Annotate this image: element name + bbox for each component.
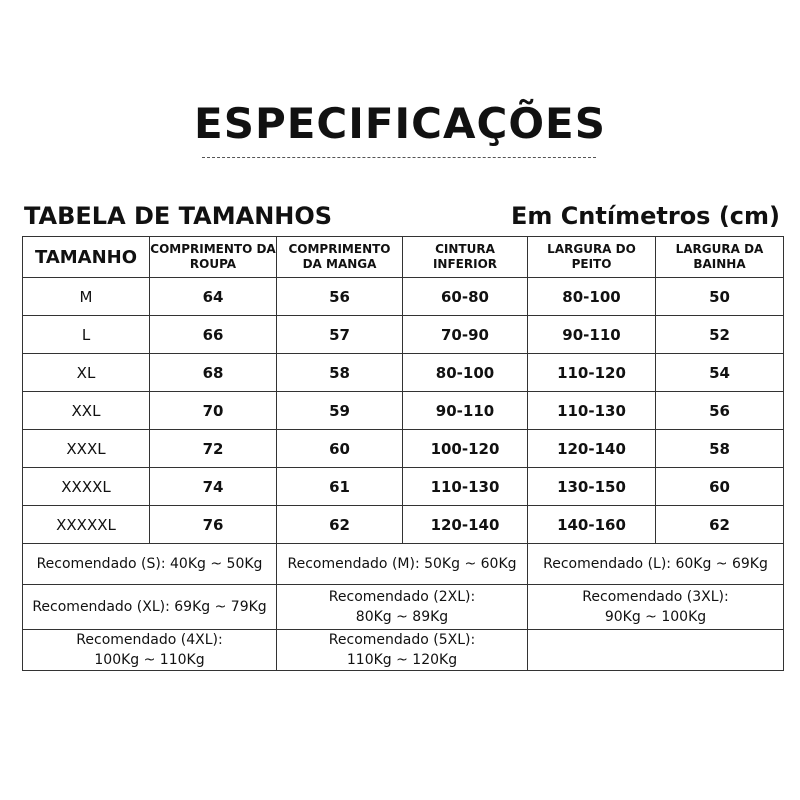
measurement-cell: 72	[150, 430, 277, 468]
recommendation-cell	[528, 585, 784, 630]
measurement-cell: 60	[277, 430, 403, 468]
column-header-size: TAMANHO	[23, 237, 150, 278]
measurement-cell: 74	[150, 468, 277, 506]
measurement-cell: 54	[656, 354, 784, 392]
recommendation-text: Recomendado (3XL): 90Kg ~ 100Kg	[582, 589, 729, 625]
table-row	[23, 506, 784, 544]
recommendation-cell	[277, 585, 528, 630]
size-cell: XXL	[23, 392, 150, 430]
measurement-cell: 66	[150, 316, 277, 354]
measurement-cell: 62	[656, 506, 784, 544]
measurement-cell: 52	[656, 316, 784, 354]
column-header-chest-width: LARGURA DO PEITO	[528, 237, 656, 278]
measurement-cell: 60-80	[403, 278, 528, 316]
measurement-cell: 70-90	[403, 316, 528, 354]
table-heading: TABELA DE TAMANHOS	[24, 202, 333, 230]
measurement-cell: 59	[277, 392, 403, 430]
recommendation-row	[23, 585, 784, 630]
recommendation-cell	[277, 630, 528, 671]
measurement-cell: 110-130	[403, 468, 528, 506]
measurement-cell: 90-110	[403, 392, 528, 430]
measurement-cell: 76	[150, 506, 277, 544]
column-header-sleeve-length: COMPRIMENTO DA MANGA	[277, 237, 403, 278]
table-header-row	[23, 237, 784, 278]
table-row	[23, 278, 784, 316]
measurement-cell: 140-160	[528, 506, 656, 544]
measurement-cell: 64	[150, 278, 277, 316]
recommendation-text: Recomendado (S): 40Kg ~ 50Kg	[36, 556, 263, 572]
size-cell: M	[23, 278, 150, 316]
measurement-cell: 110-130	[528, 392, 656, 430]
measurement-cell: 90-110	[528, 316, 656, 354]
recommendation-cell	[23, 544, 277, 585]
size-table	[22, 236, 784, 671]
recommendation-cell	[23, 585, 277, 630]
table-row	[23, 468, 784, 506]
recommendation-text: Recomendado (M): 50Kg ~ 60Kg	[287, 556, 517, 572]
measurement-cell: 120-140	[528, 430, 656, 468]
measurement-cell: 56	[277, 278, 403, 316]
size-cell: L	[23, 316, 150, 354]
recommendation-text: Recomendado (5XL): 110Kg ~ 120Kg	[328, 632, 476, 668]
recommendation-cell	[277, 544, 528, 585]
column-header-lower-waist: CINTURA INFERIOR	[403, 237, 528, 278]
measurement-cell: 58	[656, 430, 784, 468]
recommendation-row	[23, 544, 784, 585]
size-cell: XXXL	[23, 430, 150, 468]
recommendation-text: Recomendado (4XL): 100Kg ~ 110Kg	[76, 632, 223, 668]
measurement-cell: 57	[277, 316, 403, 354]
size-cell: XL	[23, 354, 150, 392]
recommendation-cell-empty	[528, 630, 784, 671]
column-header-hem-width: LARGURA DA BAINHA	[656, 237, 784, 278]
measurement-cell: 70	[150, 392, 277, 430]
measurement-cell: 120-140	[403, 506, 528, 544]
recommendation-text: Recomendado (2XL): 80Kg ~ 89Kg	[328, 589, 476, 625]
measurement-cell: 62	[277, 506, 403, 544]
size-cell: XXXXL	[23, 468, 150, 506]
measurement-cell: 130-150	[528, 468, 656, 506]
recommendation-text: Recomendado (XL): 69Kg ~ 79Kg	[32, 599, 267, 615]
measurement-cell: 50	[656, 278, 784, 316]
measurement-cell: 110-120	[528, 354, 656, 392]
measurement-cell: 60	[656, 468, 784, 506]
measurement-cell: 80-100	[528, 278, 656, 316]
size-cell: XXXXXL	[23, 506, 150, 544]
measurement-cell: 68	[150, 354, 277, 392]
recommendation-row	[23, 630, 784, 671]
page-title: ESPECIFICAÇÕES	[194, 99, 606, 148]
recommendation-text: Recomendado (L): 60Kg ~ 69Kg	[543, 556, 768, 572]
units-label: Em Cntímetros (cm)	[510, 202, 780, 230]
measurement-cell: 80-100	[403, 354, 528, 392]
column-header-garment-length: COMPRIMENTO DA ROUPA	[150, 237, 277, 278]
title-divider	[202, 157, 596, 158]
recommendation-cell	[23, 630, 277, 671]
measurement-cell: 61	[277, 468, 403, 506]
measurement-cell: 56	[656, 392, 784, 430]
recommendation-cell	[528, 544, 784, 585]
table-row	[23, 316, 784, 354]
measurement-cell: 58	[277, 354, 403, 392]
table-row	[23, 392, 784, 430]
table-row	[23, 430, 784, 468]
measurement-cell: 100-120	[403, 430, 528, 468]
table-row	[23, 354, 784, 392]
